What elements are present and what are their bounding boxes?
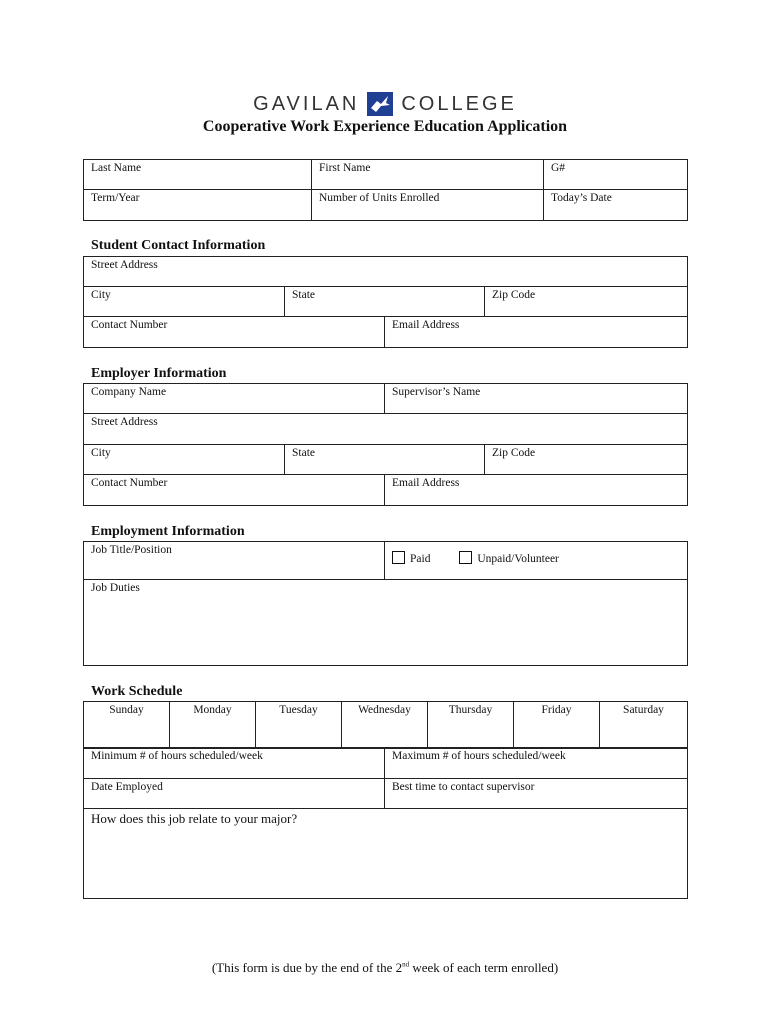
term-year-field[interactable]	[84, 190, 312, 221]
unpaid-option[interactable]	[459, 551, 559, 565]
unpaid-label: Unpaid/Volunteer	[477, 553, 559, 565]
sunday-cell[interactable]	[84, 702, 170, 749]
wednesday-cell[interactable]	[342, 702, 428, 749]
student-street-label: Street Address	[91, 259, 158, 271]
monday-cell[interactable]	[170, 702, 256, 749]
student-phone-label: Contact Number	[91, 319, 168, 331]
employer-heading: Employer Information	[91, 366, 227, 381]
thursday-label: Thursday	[448, 704, 493, 716]
max-hours-label: Maximum # of hours scheduled/week	[392, 750, 566, 762]
date-employed-field[interactable]	[84, 779, 385, 809]
employer-city-field[interactable]	[84, 445, 285, 475]
saturday-cell[interactable]	[600, 702, 688, 749]
min-hours-label: Minimum # of hours scheduled/week	[91, 750, 263, 762]
employer-phone-field[interactable]	[84, 475, 385, 506]
first-name-label: First Name	[319, 162, 371, 174]
employer-street-field[interactable]	[84, 414, 688, 445]
max-hours-field[interactable]	[385, 748, 688, 779]
student-state-label: State	[292, 289, 315, 301]
sunday-label: Sunday	[109, 704, 144, 716]
work-schedule-table	[83, 701, 688, 749]
paid-label: Paid	[410, 553, 431, 565]
schedule-details-table	[83, 747, 688, 899]
college-emblem-icon	[367, 92, 393, 116]
logo-text-left: GAVILAN	[253, 92, 360, 115]
student-email-label: Email Address	[392, 319, 460, 331]
student-street-field[interactable]	[84, 257, 688, 287]
due-note-post: week of each term enrolled)	[409, 960, 559, 975]
paid-option[interactable]	[392, 551, 430, 565]
due-date-note	[0, 960, 770, 976]
employer-street-label: Street Address	[91, 416, 158, 428]
last-name-field[interactable]	[84, 160, 312, 190]
job-title-label: Job Title/Position	[91, 544, 172, 556]
unpaid-checkbox[interactable]	[459, 551, 472, 564]
first-name-field[interactable]	[312, 160, 544, 190]
employment-heading: Employment Information	[91, 524, 245, 539]
thursday-cell[interactable]	[428, 702, 514, 749]
job-major-relation-label: How does this job relate to your major?	[91, 811, 298, 826]
supervisor-name-label: Supervisor’s Name	[392, 386, 481, 398]
student-basic-table	[83, 159, 688, 221]
student-contact-table	[83, 256, 688, 348]
todays-date-field[interactable]	[544, 190, 688, 221]
todays-date-label: Today’s Date	[551, 192, 612, 204]
job-duties-label: Job Duties	[91, 582, 140, 594]
min-hours-field[interactable]	[84, 748, 385, 779]
student-city-label: City	[91, 289, 111, 301]
due-note-ordinal: nd	[402, 960, 410, 969]
student-zip-label: Zip Code	[492, 289, 536, 301]
units-enrolled-label: Number of Units Enrolled	[319, 192, 440, 204]
work-schedule-heading: Work Schedule	[91, 684, 183, 699]
paid-checkbox[interactable]	[392, 551, 405, 564]
employer-zip-label: Zip Code	[492, 447, 536, 459]
job-duties-field[interactable]	[84, 580, 688, 666]
date-employed-label: Date Employed	[91, 781, 163, 793]
pay-type-cell	[385, 542, 688, 580]
tuesday-label: Tuesday	[279, 704, 318, 716]
employer-phone-label: Contact Number	[91, 477, 168, 489]
company-name-field[interactable]	[84, 384, 385, 414]
college-logo	[0, 92, 770, 116]
supervisor-name-field[interactable]	[385, 384, 688, 414]
student-phone-field[interactable]	[84, 317, 385, 348]
g-number-field[interactable]	[544, 160, 688, 190]
employer-table	[83, 383, 688, 506]
friday-label: Friday	[541, 704, 572, 716]
employer-email-field[interactable]	[385, 475, 688, 506]
employer-state-label: State	[292, 447, 315, 459]
job-major-relation-field[interactable]	[84, 809, 688, 899]
units-enrolled-field[interactable]	[312, 190, 544, 221]
employer-city-label: City	[91, 447, 111, 459]
employer-zip-field[interactable]	[485, 445, 688, 475]
due-note-pre: (This form is due by the end of the 2	[211, 960, 403, 975]
friday-cell[interactable]	[514, 702, 600, 749]
student-city-field[interactable]	[84, 287, 285, 317]
last-name-label: Last Name	[91, 162, 142, 174]
wednesday-label: Wednesday	[358, 704, 411, 716]
student-zip-field[interactable]	[485, 287, 688, 317]
form-title: Cooperative Work Experience Education Application	[202, 118, 568, 135]
best-time-field[interactable]	[385, 779, 688, 809]
employment-table	[83, 541, 688, 666]
student-contact-heading: Student Contact Information	[91, 238, 266, 253]
g-number-label: G#	[551, 162, 566, 174]
term-year-label: Term/Year	[91, 192, 140, 204]
best-time-label: Best time to contact supervisor	[392, 781, 535, 793]
tuesday-cell[interactable]	[256, 702, 342, 749]
logo-text-right: COLLEGE	[401, 92, 517, 115]
employer-email-label: Email Address	[392, 477, 460, 489]
job-title-field[interactable]	[84, 542, 385, 580]
student-email-field[interactable]	[385, 317, 688, 348]
monday-label: Monday	[193, 704, 232, 716]
student-state-field[interactable]	[285, 287, 485, 317]
saturday-label: Saturday	[623, 704, 664, 716]
employer-state-field[interactable]	[285, 445, 485, 475]
company-name-label: Company Name	[91, 386, 167, 398]
